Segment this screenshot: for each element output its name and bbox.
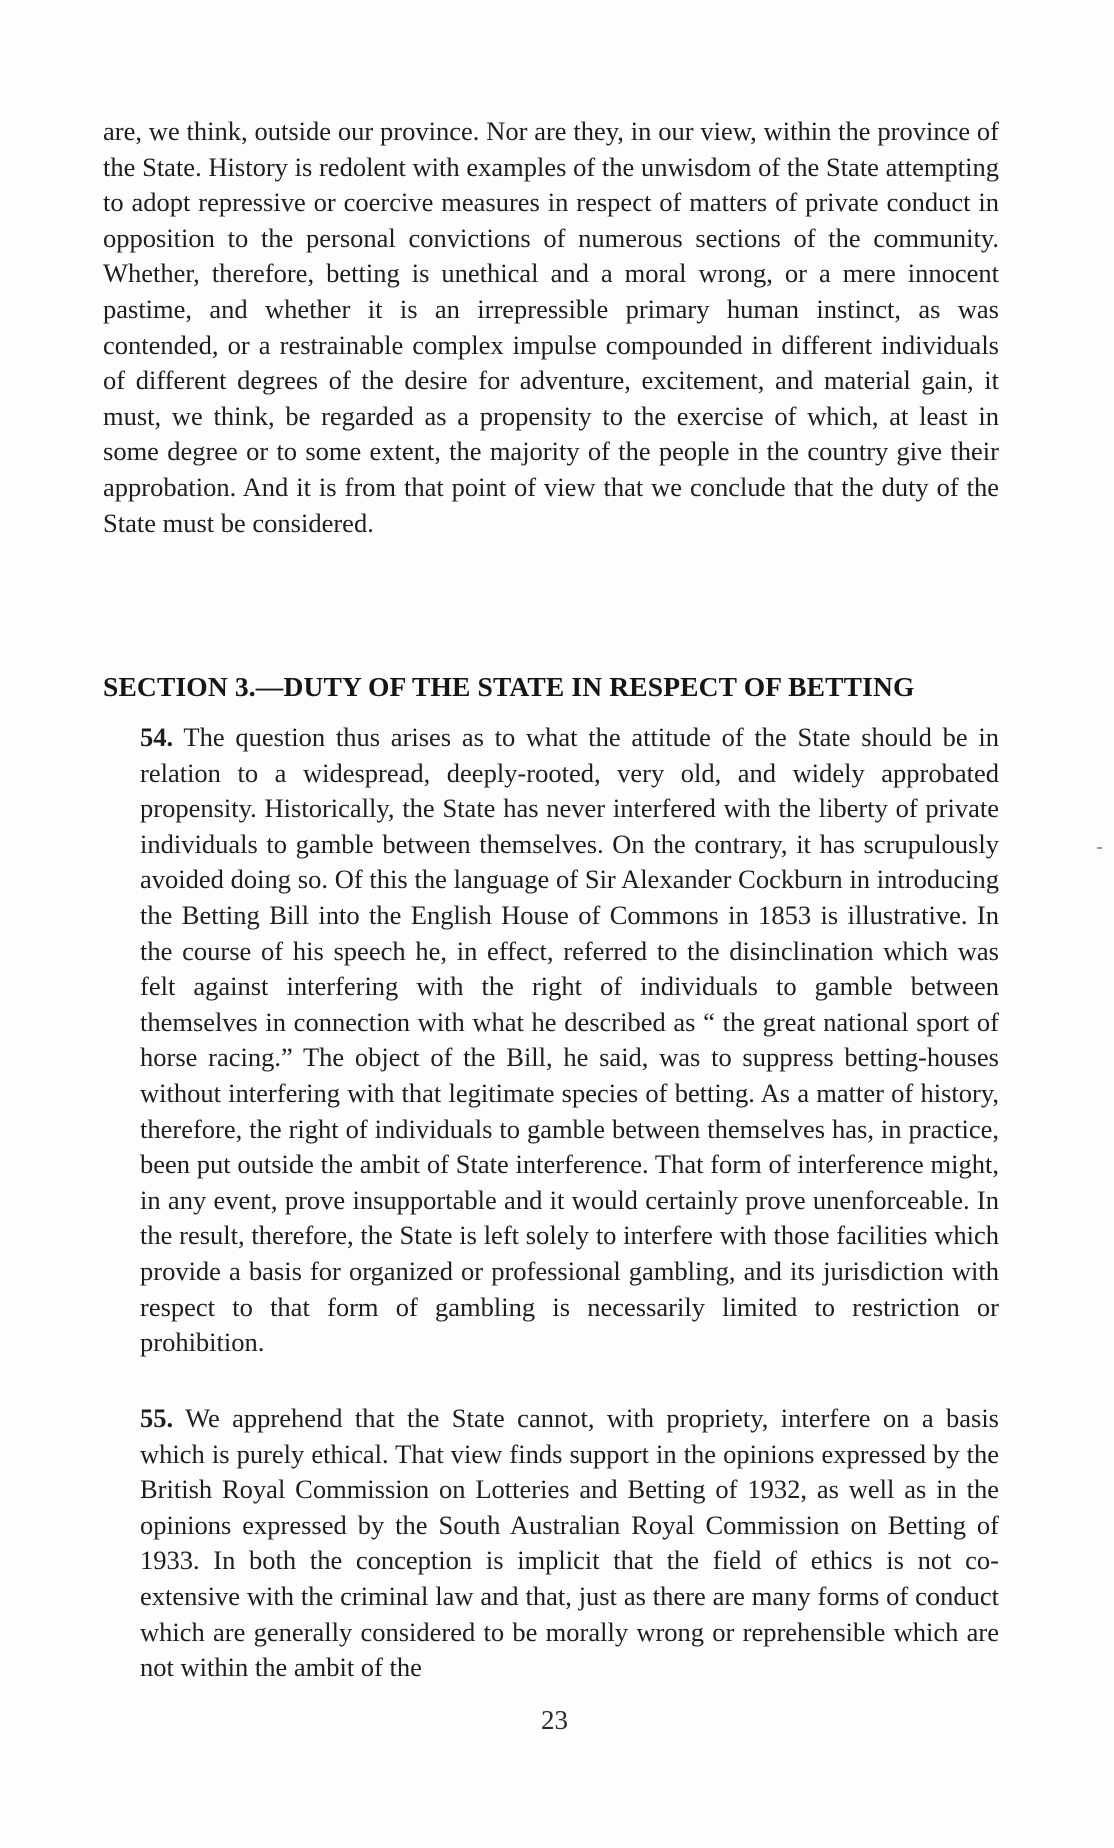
paragraph-number: 54. xyxy=(140,722,174,752)
section-heading: SECTION 3.—DUTY OF THE STATE IN RESPECT OF BETTING xyxy=(103,671,915,702)
paragraph-number: 55. xyxy=(140,1403,174,1433)
paragraph-54-body xyxy=(103,720,999,1361)
continued-paragraph xyxy=(103,114,999,541)
paragraph-text: The question thus arises as to what the attitude of the State should be in relation to a widespread, deeply-rooted, very old, and widely approbated propensity. Historically, the State has never interfered with the liberty of private individuals to gamble between themselves. On the contrary, it has scrupulously avoided doing so. Of this the language of Sir Alexander Cockburn in introducing the Betting Bill into the English House of Commons in 1853 is illustrative. In the course of his speech he, in effect, referred to the disinclination which was felt against interfering with the right of individuals to gamble between themselves in connection with what he described as “ the great national sport of horse racing.” The object of the Bill, he said, was to suppress betting-houses without interfering with that legitimate species of betting. As a matter of history, therefore, the right of individuals to gamble between themselves has, in practice, been put outside the ambit of State interference. That form of interference might, in any event, prove insupportable and it would certainly prove unenforceable. In the result, therefore, the State is left solely to interfere with those facilities which provide a basis for organized or professional gambling, and its jurisdiction with respect to that form of gambling is necessarily limited to restriction or prohibition. xyxy=(140,722,999,1358)
page-number: 23 xyxy=(541,1705,568,1735)
paragraph-54 xyxy=(103,720,999,1361)
margin-mark xyxy=(1097,847,1102,849)
paragraph-text: We apprehend that the State cannot, with propriety, interfere on a basis which is purely ethical. That view finds support in the opinions expressed by the British Royal Commission on Lotteries and Betting of 1932, as well as in the opinions expressed by the South Australian Royal Commission on Betting of 1933. In both the conception is implicit that the field of ethics is not co-extensive with the criminal law and that, just as there are many forms of conduct which are generally considered to be morally wrong or reprehensible which are not within the ambit of the xyxy=(140,1403,999,1683)
continued-paragraph-text: are, we think, outside our province. Nor are they, in our view, within the province of the State. History is redolent with examples of the unwisdom of the State attempting to adopt repressive or coercive measures in respect of matters of private conduct in opposition to the personal convictions of numerous sections of the community. Whether, therefore, betting is unethical and a moral wrong, or a mere innocent pastime, and whether it is an irrepressible primary human instinct, as was contended, or a restrainable complex impulse compounded in different individuals of different degrees of the desire for adventure, excitement, and material gain, it must, we think, be regarded as a propensity to the exercise of which, at least in some degree or to some extent, the majority of the people in the country give their approbation. And it is from that point of view that we conclude that the duty of the State must be considered. xyxy=(103,116,999,538)
paragraph-55-body xyxy=(103,1401,999,1686)
paragraph-55 xyxy=(103,1401,999,1686)
